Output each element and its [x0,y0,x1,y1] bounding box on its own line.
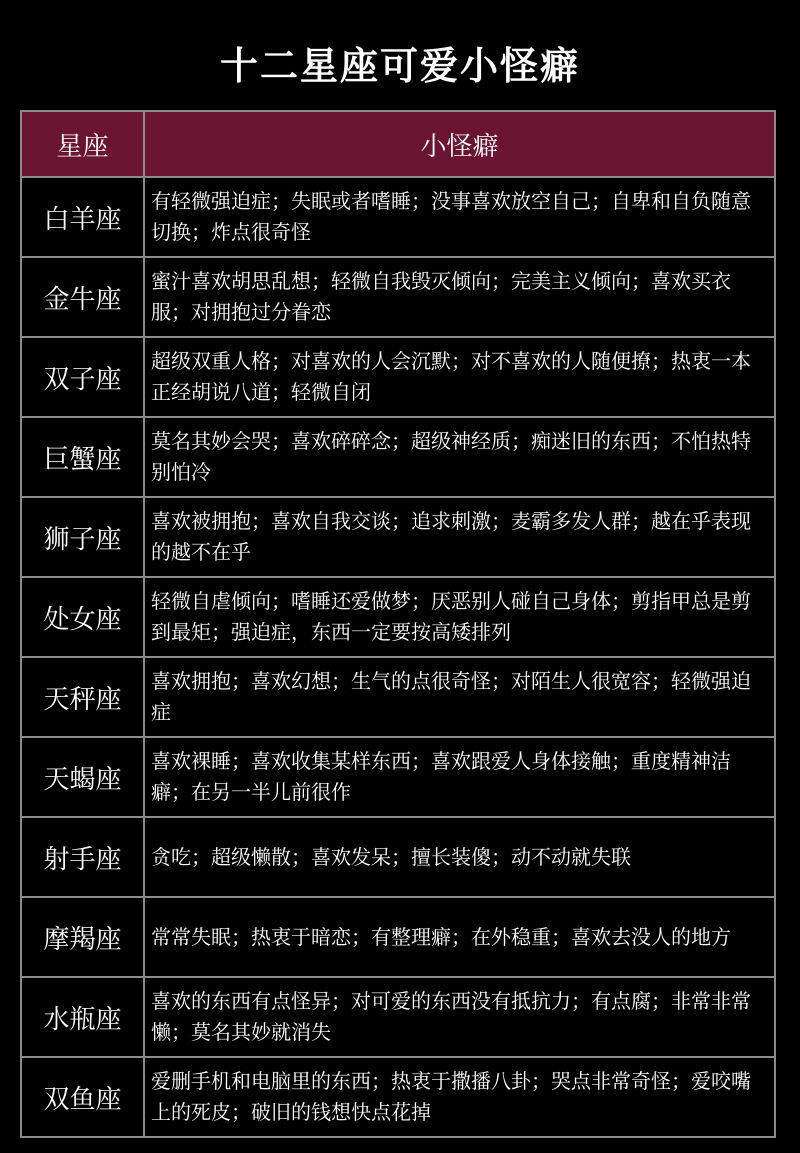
quirks-cell: 贪吃；超级懒散；喜欢发呆；擅长装傻；动不动就失联 [151,844,631,869]
quirks-cell: 莫名其妙会哭；喜欢碎碎念；超级神经质；痴迷旧的东西；不怕热特别怕冷 [151,429,751,484]
sign-cell: 摩羯座 [22,898,145,976]
sign-cell: 双子座 [22,338,145,416]
sign-cell: 金牛座 [22,258,145,336]
quirks-cell: 爱删手机和电脑里的东西；热衷于撒播八卦；哭点非常奇怪；爱咬嘴上的死皮；破旧的钱想快点花掉 [151,1069,751,1124]
sign-cell: 双鱼座 [22,1058,145,1136]
quirks-table [20,110,776,1138]
sign-cell: 天蝎座 [22,738,145,816]
quirks-cell: 喜欢拥抱；喜欢幻想；生气的点很奇怪；对陌生人很宽容；轻微强迫症 [151,669,751,724]
sign-cell: 水瓶座 [22,978,145,1056]
quirks-cell: 喜欢被拥抱；喜欢自我交谈；追求刺激；麦霸多发人群；越在乎表现的越不在乎 [151,509,751,564]
table-row [22,818,774,898]
header-sign: 星座 [22,112,145,176]
table-row [22,338,774,418]
sign-cell: 巨蟹座 [22,418,145,496]
sign-cell: 射手座 [22,818,145,896]
page-title: 十二星座可爱小怪癖 [219,44,580,88]
table-row [22,1058,774,1136]
table-row [22,578,774,658]
quirks-cell: 蜜汁喜欢胡思乱想；轻微自我毁灭倾向；完美主义倾向；喜欢买衣服；对拥抱过分眷恋 [151,269,731,324]
quirks-cell: 常常失眠；热衷于暗恋；有整理癖；在外稳重；喜欢去没人的地方 [151,924,731,949]
quirks-cell: 超级双重人格；对喜欢的人会沉默；对不喜欢的人随便撩；热衷一本正经胡说八道；轻微自闭 [151,349,751,404]
quirks-cell: 喜欢裸睡；喜欢收集某样东西；喜欢跟爱人身体接触；重度精神洁癖；在另一半儿前很作 [151,749,731,804]
table-row [22,898,774,978]
sign-cell: 白羊座 [22,178,145,256]
table-row [22,978,774,1058]
sign-cell: 天秤座 [22,658,145,736]
sign-cell: 处女座 [22,578,145,656]
table-row [22,418,774,498]
table-row [22,258,774,338]
table-row [22,498,774,578]
table-header-row [22,112,774,178]
sign-cell: 狮子座 [22,498,145,576]
header-quirks: 小怪癖 [420,131,499,162]
table-row [22,738,774,818]
table-row [22,658,774,738]
quirks-cell: 喜欢的东西有点怪异；对可爱的东西没有抵抗力；有点腐；非常非常懒；莫名其妙就消失 [151,989,751,1044]
quirks-cell: 轻微自虐倾向；嗜睡还爱做梦；厌恶别人碰自己身体；剪指甲总是剪到最矩；强迫症，东西一定要按高矮排列 [151,589,751,644]
table-row [22,178,774,258]
quirks-cell: 有轻微强迫症；失眠或者嗜睡；没事喜欢放空自己；自卑和自负随意切换；炸点很奇怪 [151,189,751,244]
